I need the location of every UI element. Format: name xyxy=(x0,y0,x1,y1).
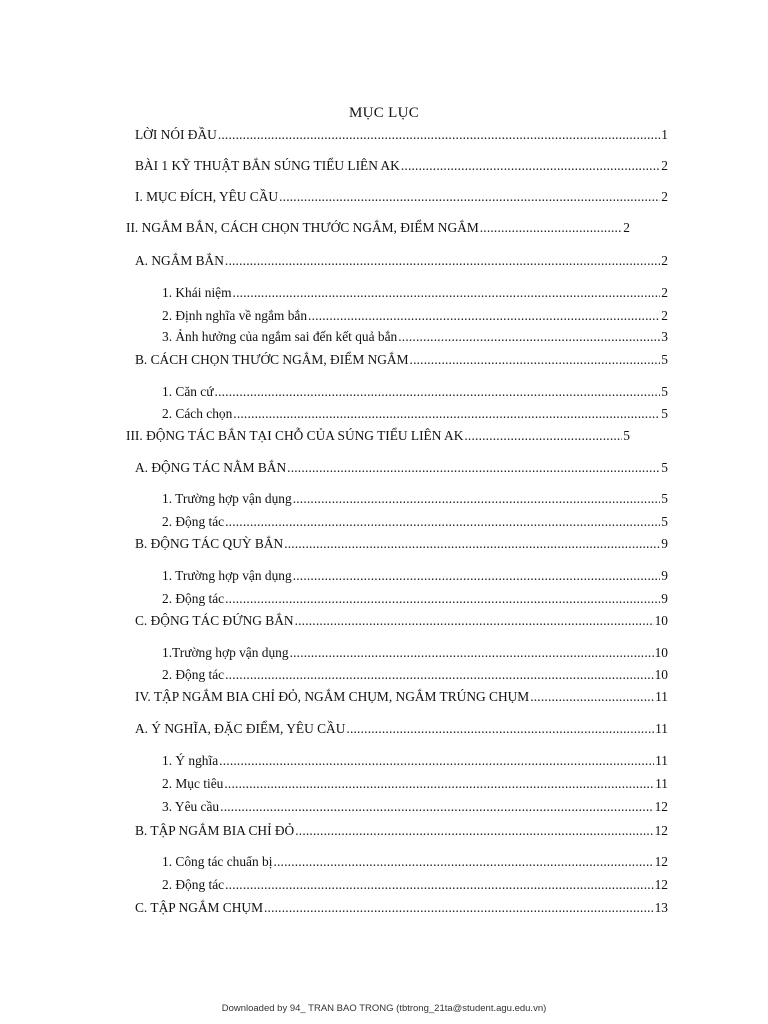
toc-entry-page: 5 xyxy=(661,384,668,399)
toc-leader-dots xyxy=(218,126,660,144)
toc-entry-label: 1. Ý nghĩa xyxy=(162,753,219,768)
toc-entry-page: 2 xyxy=(661,285,668,300)
toc-entry-label: 2. Động tác xyxy=(162,514,225,529)
toc-entry[interactable] xyxy=(162,876,668,894)
toc-leader-dots xyxy=(410,351,661,369)
toc-leader-dots xyxy=(224,775,654,793)
toc-leader-dots xyxy=(233,284,661,302)
toc-entry[interactable] xyxy=(135,899,668,917)
toc-entry-page: 5 xyxy=(661,352,668,367)
toc-entry[interactable] xyxy=(162,490,668,508)
toc-entry-page: 9 xyxy=(661,568,668,583)
toc-entry-page: 5 xyxy=(623,428,630,443)
toc-leader-dots xyxy=(530,688,654,706)
download-footer: Downloaded by 94_ TRAN BAO TRONG (tbtrong_21ta@student.agu.edu.vn) xyxy=(221,1003,547,1014)
toc-entry[interactable] xyxy=(135,188,668,206)
toc-leader-dots xyxy=(225,590,660,608)
toc-leader-dots xyxy=(219,752,654,770)
toc-entry[interactable] xyxy=(162,666,668,684)
toc-entry-page: 12 xyxy=(654,799,668,814)
toc-entry-page: 11 xyxy=(655,689,668,704)
toc-entry-label: 1. Trường hợp vận dụng xyxy=(162,491,292,506)
toc-leader-dots xyxy=(225,876,654,894)
toc-leader-dots xyxy=(273,853,653,871)
toc-entry-label: LỜI NÓI ĐẦU xyxy=(135,127,217,142)
toc-entry-label: 1. Căn cứ xyxy=(162,384,214,399)
toc-entry-label: III. ĐỘNG TÁC BẮN TẠI CHỖ CỦA SÚNG TIỂU LIÊN AK xyxy=(126,428,464,443)
toc-entry-page: 10 xyxy=(654,645,668,660)
toc-entry[interactable] xyxy=(126,219,630,237)
toc-entry[interactable] xyxy=(135,126,668,144)
toc-entry-label: 3. Yêu cầu xyxy=(162,799,220,814)
toc-entry[interactable] xyxy=(162,513,668,531)
toc-entry-page: 12 xyxy=(654,854,668,869)
toc-leader-dots xyxy=(295,612,654,630)
toc-entry[interactable] xyxy=(162,567,668,585)
toc-entry-label: 2. Động tác xyxy=(162,591,225,606)
toc-entry[interactable] xyxy=(162,590,668,608)
toc-entry-label: I. MỤC ĐÍCH, YÊU CẦU xyxy=(135,189,279,204)
toc-leader-dots xyxy=(287,459,660,477)
toc-entry[interactable] xyxy=(135,157,668,175)
toc-entry-label: BÀI 1 KỸ THUẬT BẮN SÚNG TIỂU LIÊN AK xyxy=(135,158,400,173)
toc-entry-page: 3 xyxy=(661,329,668,344)
toc-leader-dots xyxy=(401,157,660,175)
toc-entry[interactable] xyxy=(135,720,668,738)
toc-entry-label: 1. Khái niệm xyxy=(162,285,232,300)
toc-leader-dots xyxy=(398,328,660,346)
toc-entry-label: A. ĐỘNG TÁC NẰM BẮN xyxy=(135,460,287,475)
toc-entry-label: 1.Trường hợp vận dụng xyxy=(162,645,289,660)
toc-entry[interactable] xyxy=(135,459,668,477)
toc-entry[interactable] xyxy=(162,328,668,346)
toc-entry-page: 5 xyxy=(661,514,668,529)
toc-entry-page: 2 xyxy=(661,308,668,323)
toc-entry[interactable] xyxy=(135,535,668,553)
toc-entry-label: 2. Cách chọn xyxy=(162,406,233,421)
toc-entry[interactable] xyxy=(135,351,668,369)
toc-leader-dots xyxy=(293,567,661,585)
toc-entry[interactable] xyxy=(162,307,668,325)
toc-leader-dots xyxy=(293,490,661,508)
toc-leader-dots xyxy=(290,644,654,662)
toc-entry-label: 2. Định nghĩa về ngắm bắn xyxy=(162,308,308,323)
toc-entry-page: 2 xyxy=(623,220,630,235)
toc-entry-label: II. NGẮM BẮN, CÁCH CHỌN THƯỚC NGẮM, ĐIỂM NGẮM xyxy=(126,220,479,235)
toc-entry[interactable] xyxy=(162,383,668,401)
toc-entry[interactable] xyxy=(162,798,668,816)
toc-entry-label: 2. Động tác xyxy=(162,667,225,682)
toc-leader-dots xyxy=(215,383,661,401)
toc-entry-label: 1. Công tác chuẩn bị xyxy=(162,854,273,869)
toc-leader-dots xyxy=(264,899,654,917)
toc-entry[interactable] xyxy=(162,405,668,423)
toc-leader-dots xyxy=(308,307,660,325)
toc-title: MỤC LỤC xyxy=(348,105,420,121)
toc-entry-page: 11 xyxy=(655,721,668,736)
toc-entry-page: 5 xyxy=(661,460,668,475)
toc-entry-label: B. ĐỘNG TÁC QUỲ BẮN xyxy=(135,536,284,551)
toc-leader-dots xyxy=(295,822,653,840)
toc-entry-page: 13 xyxy=(654,900,668,915)
toc-leader-dots xyxy=(480,219,623,237)
toc-entry-label: 2. Mục tiêu xyxy=(162,776,224,791)
toc-leader-dots xyxy=(225,666,654,684)
toc-leader-dots xyxy=(279,188,660,206)
toc-leader-dots xyxy=(225,252,660,270)
toc-leader-dots xyxy=(233,405,660,423)
toc-entry[interactable] xyxy=(162,644,668,662)
toc-leader-dots xyxy=(220,798,653,816)
toc-entry-label: 2. Động tác xyxy=(162,877,225,892)
toc-entry-label: C. ĐỘNG TÁC ĐỨNG BẮN xyxy=(135,613,294,628)
toc-entry-label: B. TẬP NGẮM BIA CHỈ ĐỎ xyxy=(135,823,295,838)
toc-entry-label: A. NGẮM BẮN xyxy=(135,253,224,268)
toc-entry-page: 2 xyxy=(661,158,668,173)
toc-entry[interactable] xyxy=(162,284,668,302)
toc-leader-dots xyxy=(464,427,622,445)
toc-entry[interactable] xyxy=(135,612,668,630)
toc-leader-dots xyxy=(284,535,660,553)
toc-entry[interactable] xyxy=(162,775,668,793)
toc-entry[interactable] xyxy=(162,853,668,871)
toc-entry-page: 9 xyxy=(661,536,668,551)
toc-entry-label: A. Ý NGHĨA, ĐẶC ĐIỂM, YÊU CẦU xyxy=(135,721,346,736)
toc-entry[interactable] xyxy=(135,822,668,840)
toc-entry-label: 3. Ảnh hưởng của ngắm sai đến kết quả bắn xyxy=(162,329,398,344)
toc-entry-page: 2 xyxy=(661,189,668,204)
toc-entry-page: 5 xyxy=(661,491,668,506)
toc-entry-page: 12 xyxy=(654,877,668,892)
toc-entry-page: 5 xyxy=(661,406,668,421)
toc-entry[interactable] xyxy=(162,752,668,770)
toc-entry-page: 1 xyxy=(661,127,668,142)
toc-entry-label: B. CÁCH CHỌN THƯỚC NGẮM, ĐIỂM NGẮM xyxy=(135,352,409,367)
toc-entry-page: 9 xyxy=(661,591,668,606)
toc-entry-page: 10 xyxy=(654,613,668,628)
toc-entry[interactable] xyxy=(126,427,630,445)
toc-entry-page: 12 xyxy=(654,823,668,838)
toc-entry-page: 2 xyxy=(661,253,668,268)
toc-entry-page: 10 xyxy=(654,667,668,682)
toc-entry-page: 11 xyxy=(655,776,668,791)
toc-leader-dots xyxy=(225,513,660,531)
toc-entry-label: IV. TẬP NGẮM BIA CHỈ ĐỎ, NGẮM CHỤM, NGẮM TRÚNG CHỤM xyxy=(135,689,530,704)
toc-entry-label: 1. Trường hợp vận dụng xyxy=(162,568,292,583)
toc-entry[interactable] xyxy=(135,252,668,270)
toc-leader-dots xyxy=(346,720,654,738)
toc-entry[interactable] xyxy=(135,688,668,706)
toc-entry-label: C. TẬP NGẮM CHỤM xyxy=(135,900,263,915)
toc-entry-page: 11 xyxy=(655,753,668,768)
